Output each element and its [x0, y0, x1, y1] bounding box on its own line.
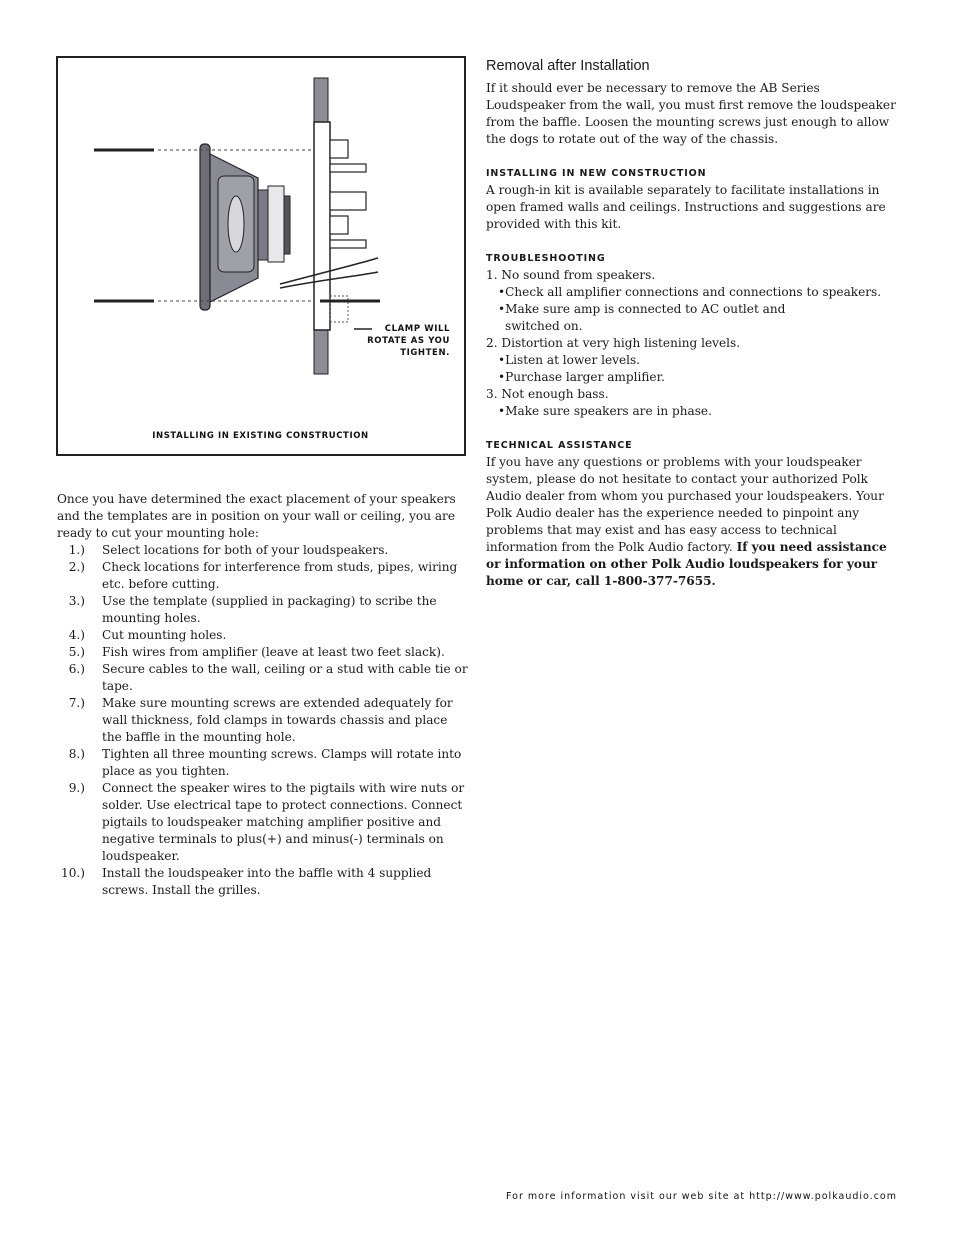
clamp-note-line: TIGHTEN. [400, 348, 450, 358]
clamp-note-line: CLAMP WILL [384, 324, 450, 334]
step-number: 6.) [68, 662, 85, 676]
step-text: Tighten all three mounting screws. Clamps will rotate into place as you tighten. [102, 747, 462, 778]
step-item [57, 644, 469, 661]
troubleshooting-problem: 3. Not enough bass. [486, 387, 609, 401]
speaker-magnet [258, 190, 268, 260]
speaker-installation-illustration [58, 58, 468, 458]
step-item [57, 865, 469, 899]
troubleshooting-list [486, 267, 901, 420]
step-number: 5.) [68, 645, 85, 659]
step-number: 10.) [61, 866, 85, 880]
troubleshooting-problem: 1. No sound from speakers. [486, 268, 656, 282]
step-item [57, 780, 469, 865]
technical-assistance-paragraph [486, 454, 901, 590]
step-number: 4.) [68, 628, 85, 642]
troubleshooting-heading: TROUBLESHOOTING [486, 253, 606, 264]
step-text: Check locations for interference from studs, pipes, wiring etc. before cutting. [102, 560, 458, 591]
new-construction-heading: INSTALLING IN NEW CONSTRUCTION [486, 168, 707, 179]
step-item [57, 627, 469, 644]
troubleshooting-fix: switched on. [505, 319, 583, 333]
baffle [314, 122, 330, 330]
step-number: 3.) [68, 594, 85, 608]
installation-steps-section [57, 491, 469, 899]
footer-website-note: For more information visit our web site at http://www.polkaudio.com [506, 1191, 897, 1202]
step-item [57, 746, 469, 780]
step-text: Connect the speaker wires to the pigtails with wire nuts or solder. Use electrical tape to protect connections. Connect pigtails to loudspeaker matching amplifier positive and negative terminals to plus(+) and minus(-) terminals on loudspeaker. [102, 781, 465, 863]
troubleshooting-fix: •Purchase larger amplifier. [498, 370, 665, 384]
new-construction-paragraph: A rough-in kit is available separately to facilitate installations in open framed walls and ceilings. Instructions and suggestions are provided with this kit. [486, 183, 886, 231]
step-item [57, 661, 469, 695]
step-text: Cut mounting holes. [102, 628, 227, 642]
step-text: Select locations for both of your loudspeakers. [102, 543, 389, 557]
troubleshooting-fix: •Make sure amp is connected to AC outlet and [498, 302, 786, 316]
step-item [57, 542, 469, 559]
step-number: 7.) [68, 696, 85, 710]
figure-caption: INSTALLING IN EXISTING CONSTRUCTION [152, 431, 369, 441]
troubleshooting-fix: •Listen at lower levels. [498, 353, 641, 367]
step-text: Fish wires from amplifier (leave at least two feet slack). [102, 645, 445, 659]
step-text: Secure cables to the wall, ceiling or a stud with cable tie or tape. [102, 662, 468, 693]
step-text: Install the loudspeaker into the baffle with 4 supplied screws. Install the grilles. [102, 866, 432, 897]
step-text: Use the template (supplied in packaging) to scribe the mounting holes. [102, 594, 437, 625]
step-number: 8.) [68, 747, 85, 761]
right-column [486, 56, 901, 590]
clamp-top [330, 140, 348, 158]
speaker-frame [200, 144, 210, 310]
clamp-note-line: ROTATE AS YOU [367, 336, 450, 346]
removal-heading: Removal after Installation [486, 58, 650, 74]
clamp-note [360, 323, 450, 359]
troubleshooting-fix: •Check all amplifier connections and connections to speakers. [498, 285, 882, 299]
installation-diagram [56, 56, 466, 456]
troubleshooting-fix: •Make sure speakers are in phase. [498, 404, 712, 418]
step-item [57, 593, 469, 627]
step-item [57, 559, 469, 593]
removal-paragraph: If it should ever be necessary to remove the AB Series Loudspeaker from the wall, you must first remove the loudspeaker from the baffle. Loosen the mounting screws just enough to allow the dogs to rotate out of the way of the chassis. [486, 81, 896, 146]
step-item [57, 695, 469, 746]
step-number: 9.) [68, 781, 85, 795]
step-number: 2.) [68, 560, 85, 574]
technical-assistance-contact: If you need assistance or information on other Polk Audio loudspeakers for your home or car, call 1-800-377-7655. [486, 540, 887, 588]
step-number: 1.) [68, 543, 85, 557]
intro-paragraph: Once you have determined the exact placement of your speakers and the templates are in position on your wall or ceiling, you are ready to cut your mounting hole: [57, 492, 456, 540]
troubleshooting-problem: 2. Distortion at very high listening levels. [486, 336, 741, 350]
technical-assistance-heading: TECHNICAL ASSISTANCE [486, 440, 633, 451]
technical-assistance-text: If you have any questions or problems with your loudspeaker system, please do not hesitate to contact your authorized Polk Audio dealer from whom you purchased your loudspeakers. Your Polk Audio dealer has the experience needed to pinpoint any problems that may exist and has easy access to technical information from the Polk Audio factory. [486, 455, 884, 554]
step-text: Make sure mounting screws are extended adequately for wall thickness, fold clamps in towards chassis and place the baffle in the mounting hole. [102, 696, 453, 744]
